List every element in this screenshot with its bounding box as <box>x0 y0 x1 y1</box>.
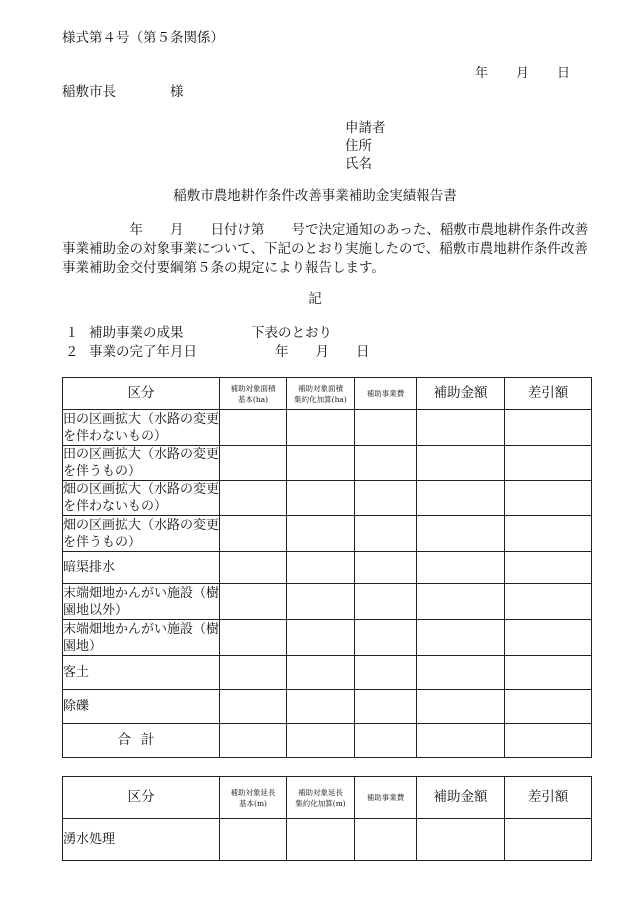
cell-area-basic[interactable] <box>220 481 287 516</box>
item-number: １ <box>65 325 79 341</box>
cell-area-basic[interactable] <box>220 552 287 584</box>
cell-subsidy-amount[interactable] <box>417 410 505 446</box>
total-row <box>63 724 592 758</box>
header-area-basic: 補助対象面積 基本(ha) <box>220 378 287 410</box>
cell-area-basic[interactable] <box>220 516 287 552</box>
cell-subsidy-amount[interactable] <box>417 656 505 690</box>
cell-area-basic[interactable] <box>220 690 287 724</box>
cell-area-basic[interactable] <box>220 446 287 481</box>
results-table <box>62 377 592 758</box>
cell-deduction[interactable] <box>505 410 592 446</box>
item-label: 補助事業の成果 <box>89 325 184 341</box>
row-label: 除礫 <box>63 690 220 724</box>
cell-deduction[interactable] <box>505 656 592 690</box>
header-category: 区分 <box>63 777 220 819</box>
cell-deduction[interactable] <box>505 620 592 656</box>
cell-project-cost[interactable] <box>355 446 417 481</box>
cell-subsidy-amount[interactable] <box>417 516 505 552</box>
item-value: 年 月 日 <box>275 344 370 360</box>
table-row <box>63 446 592 481</box>
cell-subsidy-amount[interactable] <box>417 446 505 481</box>
header-project-cost: 補助事業費 <box>355 378 417 410</box>
cell-deduction[interactable] <box>505 584 592 620</box>
row-label: 末端畑地かんがい施設（樹園地以外） <box>63 585 220 618</box>
ki-heading: 記 <box>308 291 322 307</box>
cell-deduction[interactable] <box>505 724 592 758</box>
form-number: 様式第４号（第５条関係） <box>62 30 224 46</box>
cell-area-consolidation[interactable] <box>287 516 355 552</box>
header-category: 区分 <box>63 378 220 410</box>
cell-area-basic[interactable] <box>220 584 287 620</box>
table-header-row <box>63 378 592 410</box>
date-month: 月 <box>516 66 530 81</box>
applicant-name-label: 氏名 <box>345 156 372 172</box>
item-value: 下表のとおり <box>251 325 332 341</box>
cell-subsidy-amount[interactable] <box>417 724 505 758</box>
row-label: 畑の区画拡大（水路の変更を伴わないもの） <box>63 482 220 514</box>
header-deduction: 差引額 <box>505 777 592 819</box>
header-area-consolidation: 補助対象面積 集約化加算(ha) <box>287 378 355 410</box>
row-label: 客土 <box>63 656 220 690</box>
cell-deduction[interactable] <box>505 552 592 584</box>
cell-project-cost[interactable] <box>355 584 417 620</box>
cell-area-basic[interactable] <box>220 620 287 656</box>
cell-subsidy-amount[interactable] <box>417 819 505 861</box>
total-label: 合計 <box>63 724 220 758</box>
cell-subsidy-amount[interactable] <box>417 552 505 584</box>
cell-project-cost[interactable] <box>355 481 417 516</box>
table-header-row <box>63 777 592 819</box>
cell-area-consolidation[interactable] <box>287 620 355 656</box>
applicant-address-label: 住所 <box>345 138 372 154</box>
table-row <box>63 819 592 861</box>
table-row <box>63 584 592 620</box>
cell-area-basic[interactable] <box>220 410 287 446</box>
report-date <box>475 66 570 83</box>
addressee: 稲敷市長 様 <box>62 84 184 100</box>
row-label: 湧水処理 <box>63 819 220 861</box>
cell-project-cost[interactable] <box>355 410 417 446</box>
cell-length-basic[interactable] <box>220 819 287 861</box>
document-title: 稲敷市農地耕作条件改善事業補助金実績報告書 <box>173 188 457 204</box>
cell-subsidy-amount[interactable] <box>417 690 505 724</box>
cell-length-consolidation[interactable] <box>287 819 355 861</box>
cell-area-consolidation[interactable] <box>287 481 355 516</box>
cell-deduction[interactable] <box>505 481 592 516</box>
applicant-block <box>345 119 386 173</box>
cell-deduction[interactable] <box>505 819 592 861</box>
item-results <box>65 325 332 343</box>
cell-deduction[interactable] <box>505 446 592 481</box>
item-number: ２ <box>65 344 79 360</box>
cell-area-consolidation[interactable] <box>287 690 355 724</box>
cell-area-consolidation[interactable] <box>287 552 355 584</box>
table-row <box>63 656 592 690</box>
cell-area-consolidation[interactable] <box>287 724 355 758</box>
cell-project-cost[interactable] <box>355 552 417 584</box>
header-deduction: 差引額 <box>505 378 592 410</box>
cell-project-cost[interactable] <box>355 690 417 724</box>
cell-project-cost[interactable] <box>355 516 417 552</box>
cell-area-basic[interactable] <box>220 724 287 758</box>
row-label: 畑の区画拡大（水路の変更を伴うもの） <box>63 517 220 550</box>
cell-subsidy-amount[interactable] <box>417 481 505 516</box>
document-body: 年 月 日付け第 号で決定通知のあった、稲敷市農地耕作条件改善事業補助金の対象事業について、下記のとおり実施したので、稲敷市農地耕作条件改善事業補助金交付要綱第５条の規定により報告します。 <box>62 222 589 276</box>
header-project-cost: 補助事業費 <box>355 777 417 819</box>
cell-deduction[interactable] <box>505 690 592 724</box>
header-length-consolidation: 補助対象延長 集約化加算(m) <box>287 777 355 819</box>
cell-area-basic[interactable] <box>220 656 287 690</box>
cell-project-cost[interactable] <box>355 819 417 861</box>
date-year: 年 <box>475 66 489 81</box>
cell-project-cost[interactable] <box>355 620 417 656</box>
header-subsidy-amount: 補助金額 <box>417 378 505 410</box>
table-row <box>63 690 592 724</box>
row-label: 末端畑地かんがい施設（樹園地） <box>63 621 220 654</box>
table-row <box>63 552 592 584</box>
applicant-title: 申請者 <box>345 120 386 136</box>
cell-area-consolidation[interactable] <box>287 584 355 620</box>
row-label: 暗渠排水 <box>63 552 220 584</box>
cell-project-cost[interactable] <box>355 656 417 690</box>
item-completion-date <box>65 344 370 362</box>
spring-water-table <box>62 776 592 861</box>
table-row <box>63 410 592 446</box>
item-label: 事業の完了年月日 <box>89 344 197 360</box>
cell-project-cost[interactable] <box>355 724 417 758</box>
row-label: 田の区画拡大（水路の変更を伴わないもの） <box>63 411 220 444</box>
table-row <box>63 516 592 552</box>
cell-subsidy-amount[interactable] <box>417 620 505 656</box>
cell-deduction[interactable] <box>505 516 592 552</box>
table-row <box>63 481 592 516</box>
table-row <box>63 620 592 656</box>
cell-area-consolidation[interactable] <box>287 656 355 690</box>
row-label: 田の区画拡大（水路の変更を伴うもの） <box>63 447 220 479</box>
header-subsidy-amount: 補助金額 <box>417 777 505 819</box>
cell-area-consolidation[interactable] <box>287 446 355 481</box>
cell-subsidy-amount[interactable] <box>417 584 505 620</box>
date-day: 日 <box>557 66 571 81</box>
cell-area-consolidation[interactable] <box>287 410 355 446</box>
header-length-basic: 補助対象延長 基本(m) <box>220 777 287 819</box>
